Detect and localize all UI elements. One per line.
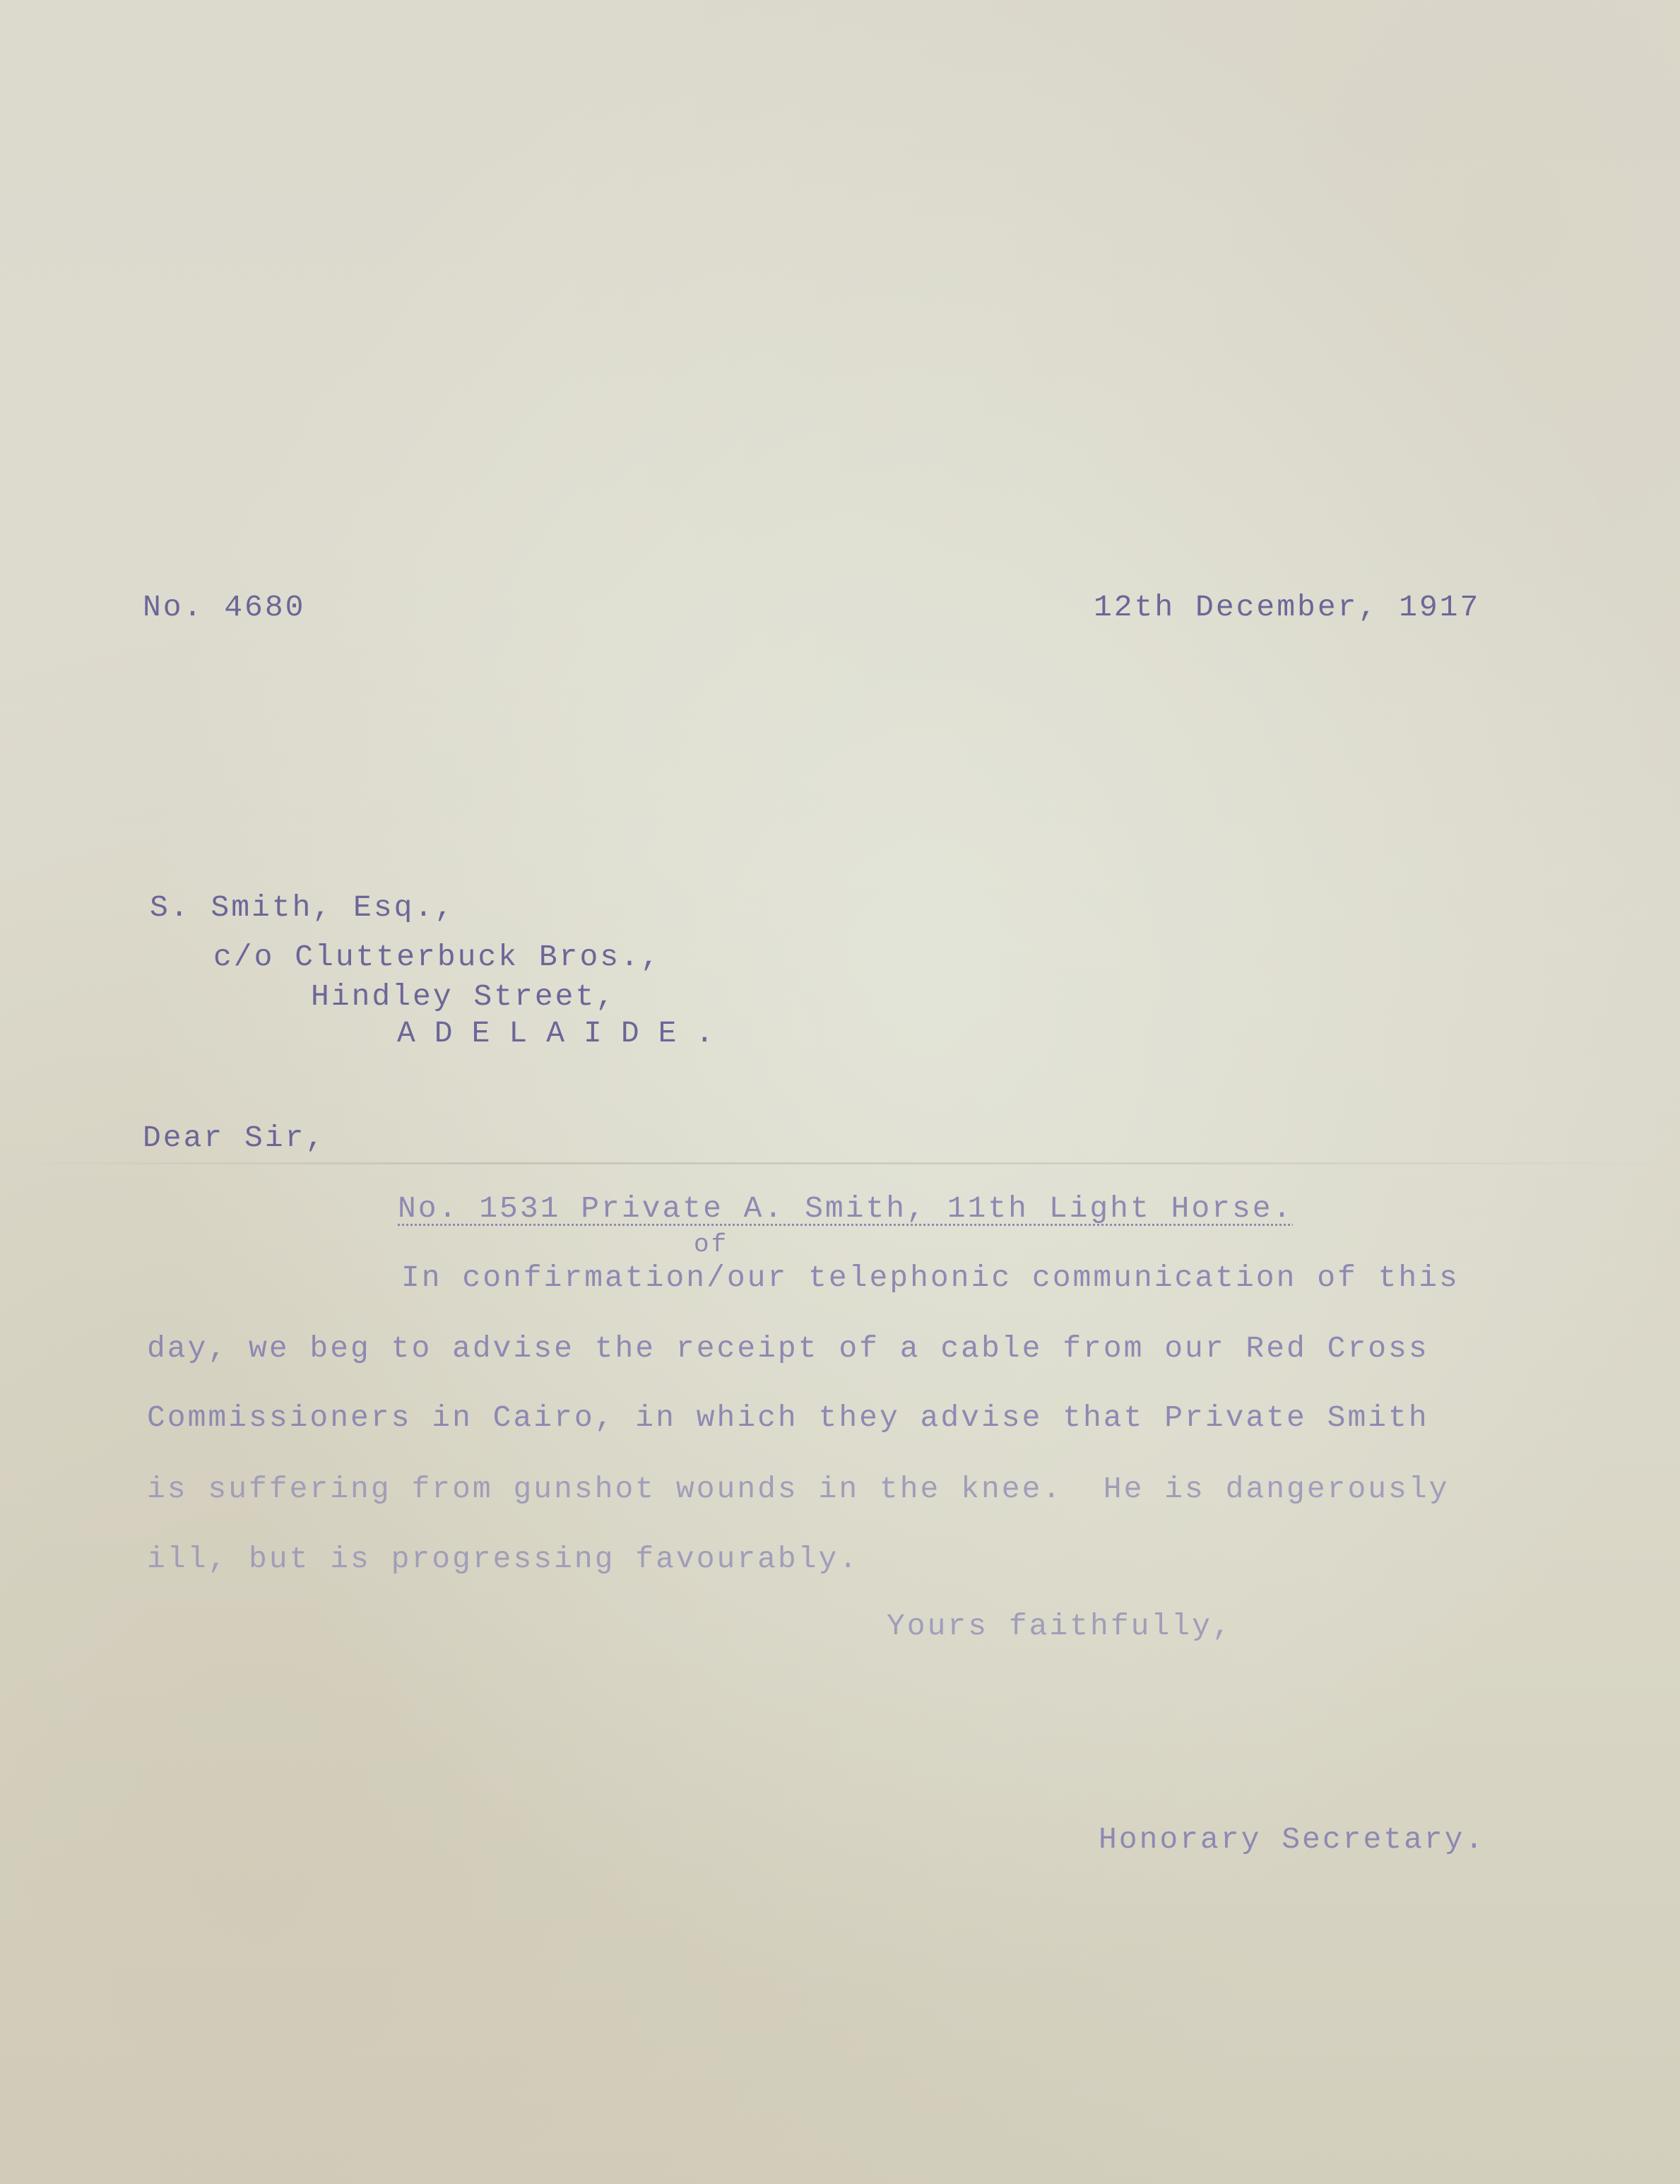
- closing: Yours faithfully,: [887, 1609, 1233, 1643]
- letter-date: 12th December, 1917: [1094, 590, 1481, 625]
- address-line-2: c/o Clutterbuck Bros.,: [213, 940, 661, 974]
- address-line-1: S. Smith, Esq.,: [150, 890, 456, 925]
- body-line-1: In confirmation/our telephonic communication of this: [401, 1261, 1460, 1295]
- reference-number: No. 4680: [143, 590, 306, 625]
- body-line-3: Commissioners in Cairo, in which they advise that Private Smith: [147, 1400, 1429, 1435]
- address-line-4: ADELAIDE.: [397, 1016, 733, 1051]
- address-line-3: Hindley Street,: [311, 979, 617, 1014]
- body-line-2: day, we beg to advise the receipt of a cable from our Red Cross: [147, 1331, 1429, 1366]
- insertion-mark: of: [694, 1230, 729, 1259]
- body-line-5: ill, but is progressing favourably.: [147, 1542, 860, 1576]
- salutation: Dear Sir,: [143, 1121, 326, 1155]
- body-line-4: is suffering from gunshot wounds in the knee. He is dangerously: [147, 1472, 1450, 1506]
- signature-title: Honorary Secretary.: [1099, 1822, 1486, 1857]
- subject-line: No. 1531 Private A. Smith, 11th Light Horse.: [398, 1191, 1294, 1226]
